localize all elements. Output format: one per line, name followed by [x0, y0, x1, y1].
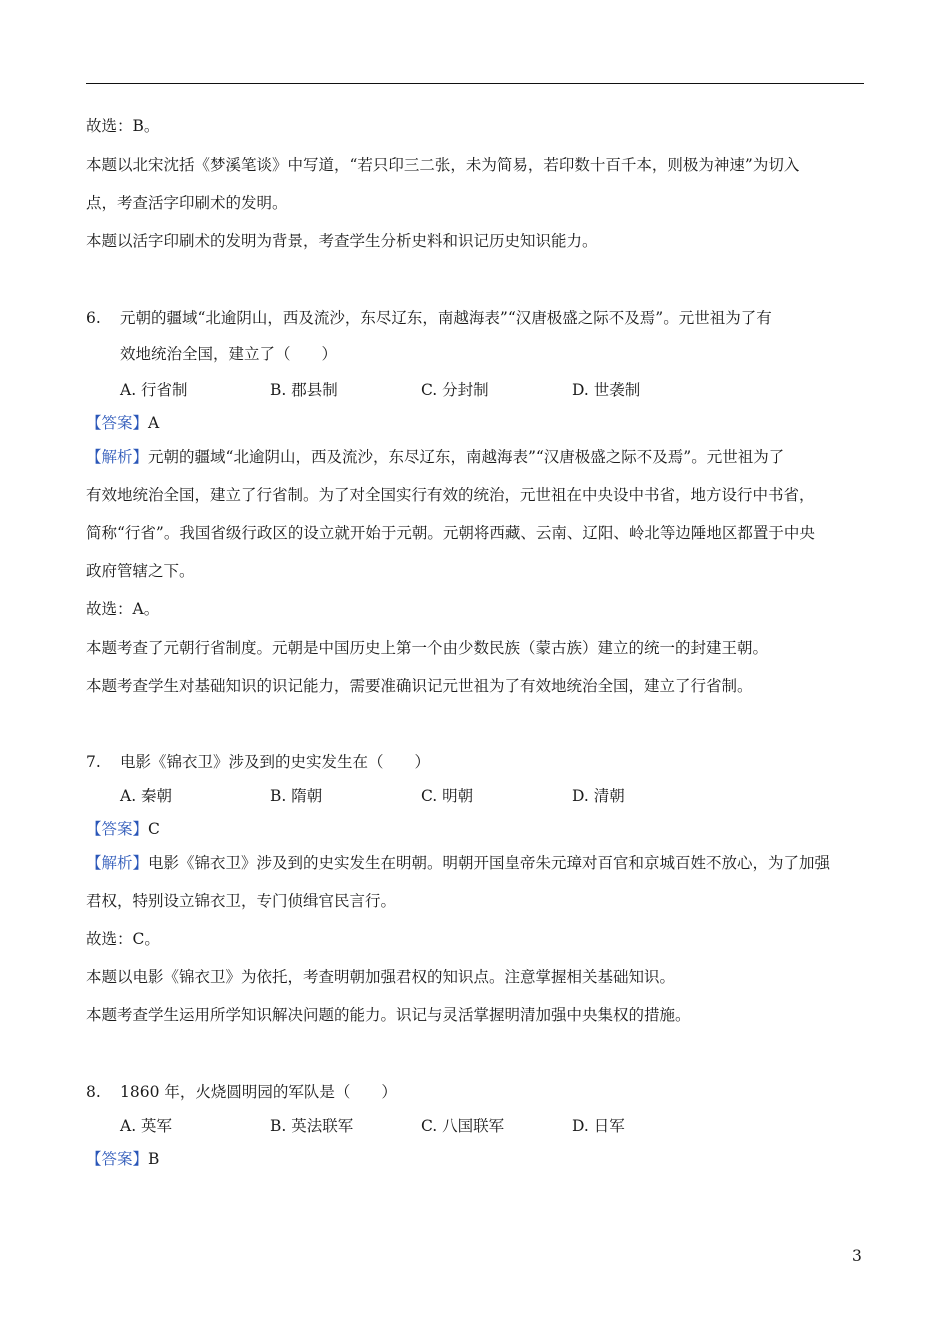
q5-choice: 故选：B。	[86, 117, 160, 135]
q6-number: 6.	[86, 309, 101, 327]
header-rule	[86, 83, 864, 84]
q6-explain-line-4: 政府管辖之下。	[86, 562, 195, 580]
q8-answer-tag: 【答案】	[86, 1150, 149, 1168]
q6-answer-tag: 【答案】	[86, 414, 149, 432]
q7-choice: 故选：C。	[86, 930, 160, 948]
q8-option-d: D. 日军	[572, 1117, 625, 1135]
q6-answer	[86, 413, 159, 433]
q6-choice: 故选：A。	[86, 600, 160, 618]
q8-option-c: C. 八国联军	[421, 1117, 505, 1135]
q6-explain-line-3: 简称“行省”。我国省级行政区的设立就开始于元朝。元朝将西藏、云南、辽阳、岭北等边陲地区都置于中央	[86, 524, 815, 542]
q6-option-a: A. 行省制	[120, 381, 188, 399]
q6-explain-line-2: 有效地统治全国，建立了行省制。为了对全国实行有效的统治，元世祖在中央设中书省，地方设行中书省，	[86, 486, 815, 504]
page-number: 3	[852, 1247, 862, 1265]
q7-answer-tag: 【答案】	[86, 820, 149, 838]
q6-stem-line-1: 元朝的疆域“北逾阴山，西及流沙，东尽辽东，南越海表”“汉唐极盛之际不及焉”。元世祖为了有	[120, 309, 772, 327]
q7-answer-value: C	[148, 820, 160, 838]
q7-explain-tag: 【解析】	[86, 854, 149, 872]
q8-answer	[86, 1149, 159, 1169]
q6-answer-value: A	[148, 414, 160, 432]
q7-option-b: B. 隋朝	[270, 787, 323, 805]
q5-analysis-line-1: 本题以北宋沈括《梦溪笔谈》中写道，“若只印三二张，未为简易，若印数十百千本，则极为神速”为切入	[86, 156, 800, 174]
q6-note-1: 本题考查了元朝行省制度。元朝是中国历史上第一个由少数民族（蒙古族）建立的统一的封建王朝。	[86, 639, 769, 657]
q6-stem-line-2: 效地统治全国，建立了（ ）	[120, 345, 338, 363]
q7-explain-line-2: 君权，特别设立锦衣卫，专门侦缉官民言行。	[86, 892, 397, 910]
q7-number: 7.	[86, 753, 101, 771]
q6-option-b: B. 郡县制	[270, 381, 338, 399]
q7-stem-line-1: 电影《锦衣卫》涉及到的史实发生在（ ）	[120, 753, 431, 771]
q7-explain-line-1	[86, 853, 830, 873]
q6-explain-tag: 【解析】	[86, 448, 149, 466]
q8-stem-line-1: 1860 年，火烧圆明园的军队是（ ）	[120, 1083, 397, 1101]
q7-option-d: D. 清朝	[572, 787, 625, 805]
q7-note-2: 本题考查学生运用所学知识解决问题的能力。识记与灵活掌握明清加强中央集权的措施。	[86, 1006, 691, 1024]
q7-note-1: 本题以电影《锦衣卫》为依托，考查明朝加强君权的知识点。注意掌握相关基础知识。	[86, 968, 676, 986]
q6-option-c: C. 分封制	[421, 381, 489, 399]
q5-analysis-line-2: 点，考查活字印刷术的发明。	[86, 194, 288, 212]
q7-answer	[86, 819, 160, 839]
q8-option-a: A. 英军	[120, 1117, 173, 1135]
q8-option-b: B. 英法联军	[270, 1117, 354, 1135]
q7-explain-text-1: 电影《锦衣卫》涉及到的史实发生在明朝。明朝开国皇帝朱元璋对百官和京城百姓不放心，为了加强	[148, 854, 831, 872]
q7-option-a: A. 秦朝	[120, 787, 173, 805]
q6-option-d: D. 世袭制	[572, 381, 641, 399]
q8-number: 8.	[86, 1083, 101, 1101]
q7-option-c: C. 明朝	[421, 787, 474, 805]
q6-explain-line-1	[86, 447, 784, 467]
q8-answer-value: B	[148, 1150, 160, 1168]
q5-ability-note: 本题以活字印刷术的发明为背景，考查学生分析史料和识记历史知识能力。	[86, 232, 598, 250]
q6-note-2: 本题考查学生对基础知识的识记能力，需要准确识记元世祖为了有效地统治全国，建立了行省制。	[86, 677, 753, 695]
q6-explain-text-1: 元朝的疆域“北逾阴山，西及流沙，东尽辽东，南越海表”“汉唐极盛之际不及焉”。元世祖为了	[148, 448, 785, 466]
